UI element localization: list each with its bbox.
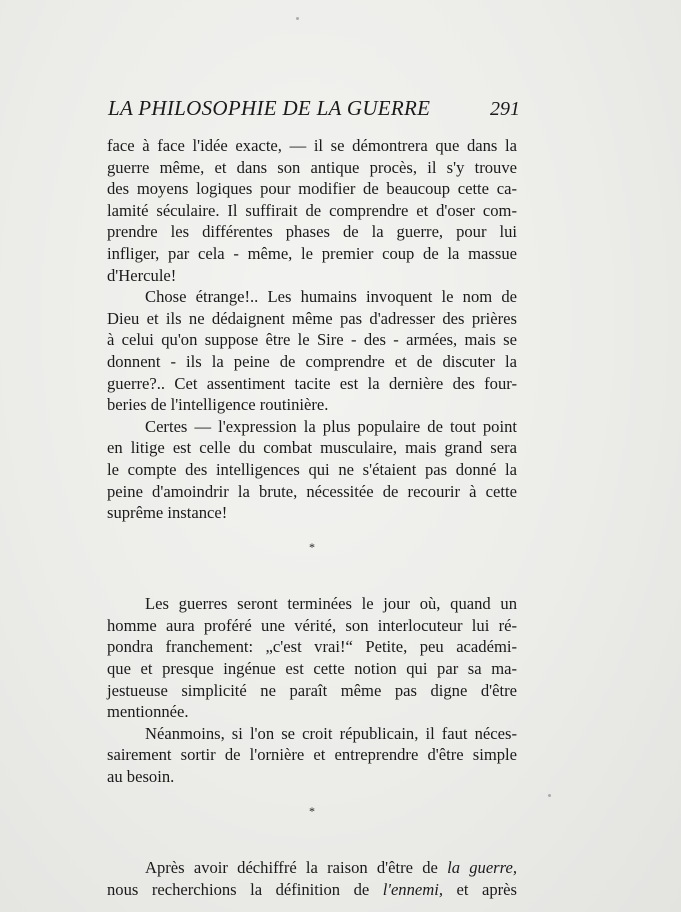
- text-line: infliger, par cela - même, le premier coup de la massue: [107, 243, 517, 263]
- text-line: Les guerres seront terminées le jour où, quand un: [145, 594, 517, 614]
- text-line: que et presque ingénue est cette notion qui par sa ma-: [107, 659, 517, 679]
- paragraph: [107, 416, 517, 524]
- text-line: guerre même, et dans son antique procès, il s'y trouve: [107, 157, 517, 177]
- paragraph: [107, 135, 517, 286]
- text-line: le compte des intelligences qui ne s'étaient pas donné la: [107, 459, 517, 479]
- text-line: jestueuse simplicité ne paraît même pas digne d'être: [107, 680, 517, 700]
- text-line: Néanmoins, si l'on se croit républicain, il faut néces-: [145, 723, 517, 743]
- text-line: face à face l'idée exacte, — il se démontrera que dans la: [107, 136, 517, 155]
- text-line: beries de l'intelligence routinière.: [107, 395, 329, 415]
- paper-speck: [548, 794, 551, 797]
- text-line: à celui qu'on suppose être le Sire - des - armées, mais se: [107, 330, 517, 350]
- text-line: lamité séculaire. Il suffirait de comprendre et d'oser com-: [107, 200, 517, 220]
- text-fragment: nous recherchions la définition de: [107, 879, 383, 899]
- text-line: sairement sortir de l'ornière et entreprendre d'être simple: [107, 745, 517, 765]
- text-line: suprême instance!: [107, 503, 228, 523]
- text-line: pondra franchement: „c'est vrai!“ Petite, peu académi-: [107, 637, 517, 657]
- text-line: mentionnée.: [107, 702, 189, 722]
- text-line: au besoin.: [107, 767, 175, 787]
- text-line: des moyens logiques pour modifier de beaucoup cette ca-: [107, 179, 517, 199]
- paragraph: [107, 857, 517, 900]
- paper-speck: [296, 17, 299, 20]
- text-line: Dieu et ils ne dédaignent même pas d'adresser des prières: [107, 308, 517, 328]
- body-text: [107, 135, 517, 900]
- text-line: [107, 879, 517, 901]
- text-line: Chose étrange!.. Les humains invoquent le nom de: [145, 287, 517, 307]
- text-line: homme aura proféré une vérité, son interlocuteur lui ré-: [107, 615, 517, 635]
- running-title: LA PHILOSOPHIE DE LA GUERRE: [108, 96, 431, 120]
- page-number: 291: [490, 98, 520, 120]
- text-line: donnent - ils la peine de comprendre et de discuter la: [107, 351, 517, 371]
- text-line: d'Hercule!: [107, 265, 177, 285]
- paragraph: [107, 593, 517, 723]
- paragraph: [107, 286, 517, 416]
- text-line: peine d'amoindrir la brute, nécessitée de recourir à cette: [107, 481, 517, 501]
- paragraph: [107, 723, 517, 788]
- text-line: prendre les différentes phases de la guerre, pour lui: [107, 222, 517, 242]
- emphasis-text: la guerre,: [447, 858, 517, 878]
- text-line: guerre?.. Cet assentiment tacite est la dernière des four-: [107, 373, 517, 393]
- text-line: en litige est celle du combat musculaire, mais grand sera: [107, 438, 517, 458]
- running-head: [108, 96, 520, 126]
- text-line: Certes — l'expression la plus populaire de tout point: [145, 416, 517, 436]
- emphasis-text: l'ennemi,: [382, 879, 444, 899]
- section-separator: *: [309, 539, 315, 554]
- section-separator: *: [309, 803, 315, 818]
- text-fragment: Après avoir déchiffré la raison d'être de: [145, 858, 448, 878]
- text-line: [107, 857, 517, 879]
- text-fragment: et après: [443, 879, 517, 899]
